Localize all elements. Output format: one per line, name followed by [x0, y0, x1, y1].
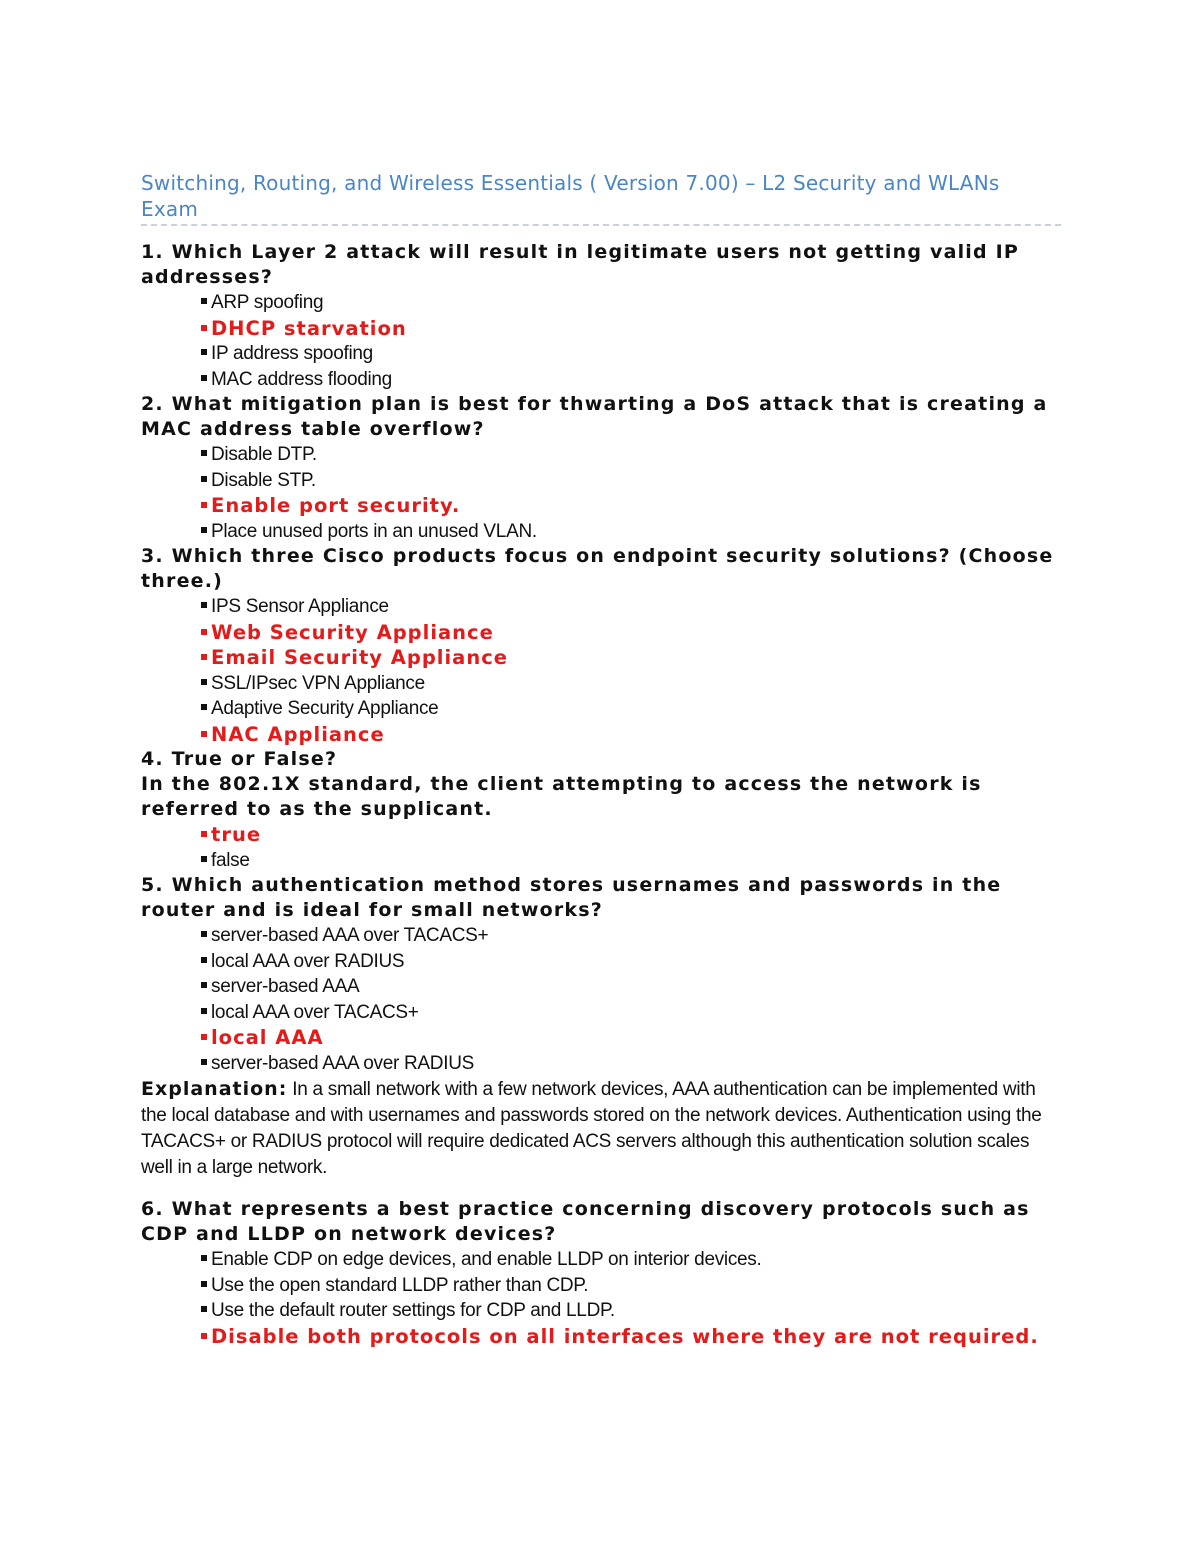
option-label: server-based AAA — [211, 976, 360, 997]
bullet-icon — [201, 1255, 207, 1261]
correct-answer-option — [201, 822, 1061, 848]
option-label: Disable STP. — [211, 469, 316, 491]
option-label: IP address spoofing — [211, 343, 373, 364]
correct-answer-option — [201, 1324, 1061, 1350]
bullet-icon — [201, 654, 207, 660]
answer-option — [201, 468, 1061, 494]
document-title: Switching, Routing, and Wireless Essentials ( Version 7.00) – L2 Security and WLANs Exam — [141, 170, 1061, 226]
answer-option — [201, 949, 1061, 975]
correct-answer-option — [201, 493, 1061, 519]
bullet-icon — [201, 1008, 207, 1014]
bullet-icon — [201, 931, 207, 937]
answer-option — [201, 923, 1061, 949]
answer-option — [201, 1298, 1061, 1324]
answer-option — [201, 442, 1061, 468]
bullet-icon — [201, 476, 207, 482]
option-label: Disable DTP. — [211, 444, 317, 465]
question-block — [141, 1197, 1061, 1349]
answer-option — [201, 1051, 1061, 1077]
bullet-icon — [201, 731, 207, 737]
explanation-label: Explanation: — [141, 1078, 288, 1100]
answer-options — [141, 594, 1061, 747]
bullet-icon — [201, 502, 207, 508]
answer-options — [141, 290, 1061, 392]
question-block — [141, 747, 1061, 873]
answer-options — [141, 1247, 1061, 1349]
question-list — [141, 240, 1061, 1349]
question-text: 3. Which three Cisco products focus on endpoint security solutions? (Choose three.) — [141, 545, 1054, 592]
option-label: local AAA over TACACS+ — [211, 1001, 419, 1023]
option-label: true — [211, 823, 262, 846]
correct-answer-option — [201, 645, 1061, 671]
bullet-icon — [201, 325, 207, 331]
bullet-icon — [201, 602, 207, 608]
bullet-icon — [201, 982, 207, 988]
option-label: MAC address flooding — [211, 368, 392, 390]
bullet-icon — [201, 1306, 207, 1312]
explanation-text: In a small network with a few network devices, AAA authentication can be implemented with the local database and with usernames and passwords stored on the network devices. Authentication using the TACACS+ or RADIUS protocol will require dedicated ACS servers although this authentication solution scales well in a large network. — [141, 1079, 1042, 1178]
option-label: Adaptive Security Appliance — [211, 698, 439, 719]
answer-option — [201, 341, 1061, 367]
option-label: Use the open standard LLDP rather than CDP. — [211, 1274, 589, 1296]
question-block — [141, 544, 1061, 747]
question-statement: In the 802.1X standard, the client attempting to access the network is referred to as the supplicant. — [141, 773, 982, 820]
question-text: 1. Which Layer 2 attack will result in legitimate users not getting valid IP addresses? — [141, 241, 1020, 288]
bullet-icon — [201, 629, 207, 635]
correct-answer-option — [201, 620, 1061, 646]
answer-option — [201, 974, 1061, 1000]
answer-option — [201, 519, 1061, 545]
bullet-icon — [201, 957, 207, 963]
answer-option — [201, 848, 1061, 874]
answer-option — [201, 367, 1061, 393]
bullet-icon — [201, 349, 207, 355]
option-label: IPS Sensor Appliance — [211, 596, 389, 617]
answer-option — [201, 1000, 1061, 1026]
bullet-icon — [201, 856, 207, 862]
answer-option — [201, 671, 1061, 697]
option-label: DHCP starvation — [211, 316, 407, 340]
bullet-icon — [201, 298, 207, 304]
option-label: ARP spoofing — [211, 292, 324, 313]
option-label: NAC Appliance — [211, 722, 385, 746]
question-text: 4. True or False? — [141, 748, 338, 770]
bullet-icon — [201, 450, 207, 456]
option-label: Place unused ports in an unused VLAN. — [211, 520, 537, 542]
option-label: Enable port security. — [211, 494, 461, 517]
option-label: server-based AAA over TACACS+ — [211, 925, 489, 946]
option-label: Email Security Appliance — [211, 646, 508, 669]
bullet-icon — [201, 704, 207, 710]
bullet-icon — [201, 375, 207, 381]
option-label: local AAA — [211, 1026, 324, 1049]
option-label: local AAA over RADIUS — [211, 950, 405, 972]
option-label: false — [211, 849, 250, 871]
bullet-icon — [201, 1333, 207, 1339]
question-text: 5. Which authentication method stores usernames and passwords in the router and is ideal for small networks? — [141, 874, 1002, 921]
answer-option — [201, 594, 1061, 620]
answer-option — [201, 290, 1061, 316]
correct-answer-option — [201, 1025, 1061, 1051]
question-block — [141, 392, 1061, 544]
question-text: 2. What mitigation plan is best for thwarting a DoS attack that is creating a MAC address table overflow? — [141, 393, 1048, 440]
option-label: Enable CDP on edge devices, and enable LLDP on interior devices. — [211, 1249, 762, 1270]
bullet-icon — [201, 1281, 207, 1287]
option-label: server-based AAA over RADIUS — [211, 1052, 474, 1074]
answer-options — [141, 822, 1061, 873]
correct-answer-option — [201, 316, 1061, 342]
answer-options — [141, 923, 1061, 1076]
answer-option — [201, 1273, 1061, 1299]
question-text: 6. What represents a best practice concerning discovery protocols such as CDP and LLDP on network devices? — [141, 1198, 1030, 1245]
option-label: Web Security Appliance — [211, 620, 494, 644]
bullet-icon — [201, 1034, 207, 1040]
document-page — [141, 170, 1061, 1349]
explanation — [141, 1076, 1061, 1181]
bullet-icon — [201, 1059, 207, 1065]
answer-option — [201, 1247, 1061, 1273]
question-block — [141, 873, 1061, 1181]
option-label: Disable both protocols on all interfaces where they are not required. — [211, 1324, 1039, 1348]
answer-options — [141, 442, 1061, 544]
option-label: SSL/IPsec VPN Appliance — [211, 672, 425, 694]
answer-option — [201, 696, 1061, 722]
bullet-icon — [201, 527, 207, 533]
question-block — [141, 240, 1061, 392]
correct-answer-option — [201, 722, 1061, 748]
bullet-icon — [201, 679, 207, 685]
option-label: Use the default router settings for CDP and LLDP. — [211, 1300, 615, 1321]
bullet-icon — [201, 831, 207, 837]
